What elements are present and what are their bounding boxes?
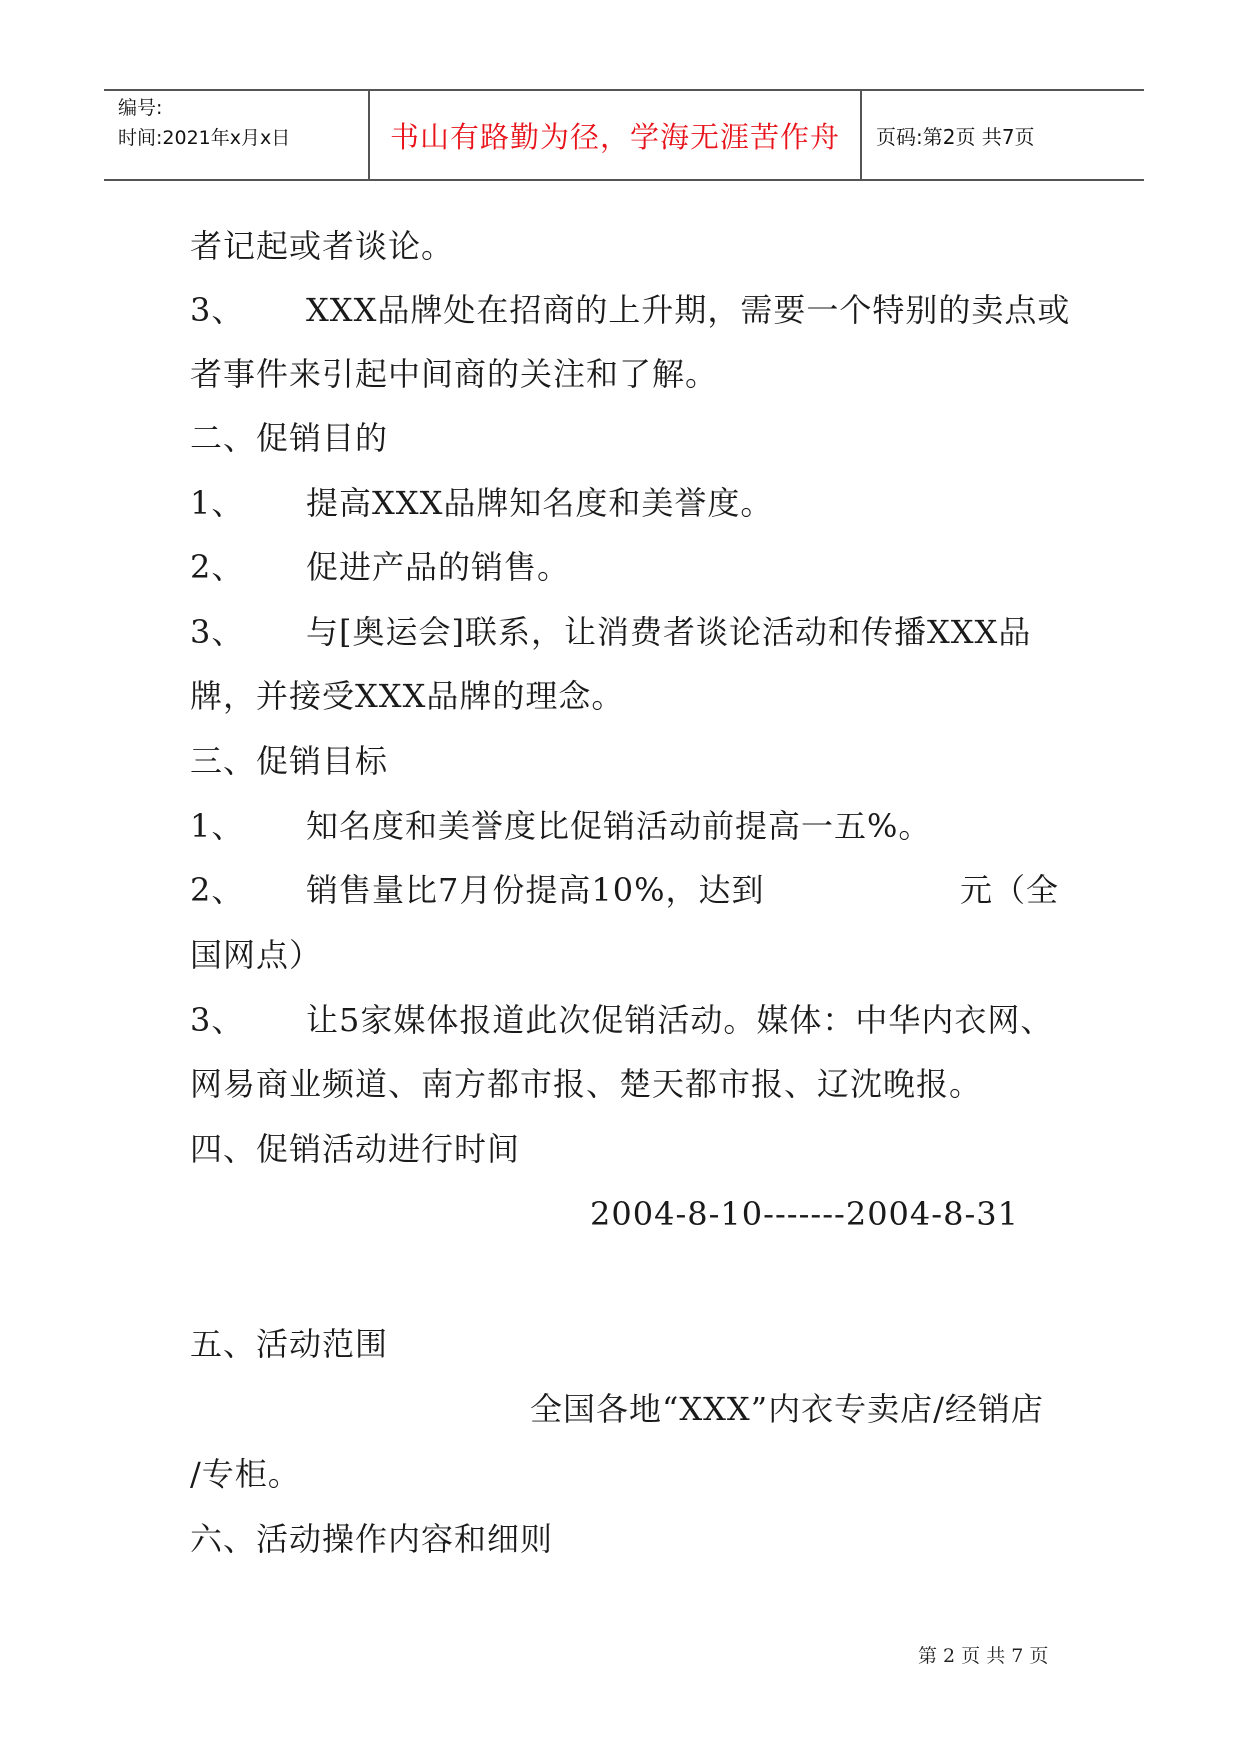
header-motto: 书山有路勤为径，学海无涯苦作舟 <box>389 119 840 154</box>
paragraph-line: 者记起或者谈论。 <box>190 227 455 265</box>
list-text-tail: 元（全 <box>960 871 1060 909</box>
header-page-info: 页码:第2页 共7页 <box>876 124 1035 149</box>
paragraph-line: 网易商业频道、南方都市报、楚天都市报、辽沈晚报。 <box>190 1065 983 1103</box>
list-number: 1、 <box>190 484 245 522</box>
list-item <box>190 547 570 587</box>
list-number: 2、 <box>190 548 245 586</box>
section-heading: 六、活动操作内容和细则 <box>190 1520 554 1558</box>
list-item <box>190 870 765 910</box>
list-number: 2、 <box>190 871 245 909</box>
page-header <box>104 89 1144 181</box>
list-text: 让5家媒体报道此次促销活动。媒体：中华内衣网、 <box>306 1001 1054 1039</box>
section-heading: 三、促销目标 <box>190 742 389 780</box>
list-text: XXX品牌处在招商的上升期，需要一个特别的卖点或 <box>306 291 1071 329</box>
section-heading: 五、活动范围 <box>190 1325 389 1363</box>
list-item <box>190 612 1031 652</box>
list-item <box>190 483 773 523</box>
time-label: 时间:2021年x月x日 <box>118 127 291 149</box>
list-item <box>190 806 931 846</box>
paragraph-line: 者事件来引起中间商的关注和了解。 <box>190 355 719 393</box>
paragraph-line: /专柜。 <box>190 1455 301 1493</box>
list-number: 3、 <box>190 1001 245 1039</box>
paragraph-line: 全国各地“XXX”内衣专卖店/经销店 <box>530 1390 1044 1428</box>
list-text: 知名度和美誉度比促销活动前提高一五%。 <box>306 807 932 845</box>
list-text: 与[奥运会]联系，让消费者谈论活动和传播XXX品 <box>306 613 1032 651</box>
list-number: 3、 <box>190 613 245 651</box>
serial-label: 编号: <box>118 97 163 119</box>
list-text: 销售量比7月份提高10%，达到 <box>306 871 765 909</box>
list-number: 1、 <box>190 807 245 845</box>
header-divider <box>860 91 862 179</box>
paragraph-line: 国网点） <box>190 936 323 974</box>
header-meta <box>118 93 290 153</box>
list-item <box>190 1000 1053 1040</box>
date-range: 2004-8-10-------2004-8-31 <box>590 1195 1019 1233</box>
page-footer: 第 2 页 共 7 页 <box>918 1645 1049 1667</box>
section-heading: 四、促销活动进行时间 <box>190 1130 521 1168</box>
section-heading: 二、促销目的 <box>190 419 389 457</box>
paragraph-line: 牌，并接受XXX品牌的理念。 <box>190 677 625 715</box>
list-item <box>190 290 1070 330</box>
list-number: 3、 <box>190 291 245 329</box>
list-text: 促进产品的销售。 <box>306 548 571 586</box>
list-text: 提高XXX品牌知名度和美誉度。 <box>306 484 774 522</box>
